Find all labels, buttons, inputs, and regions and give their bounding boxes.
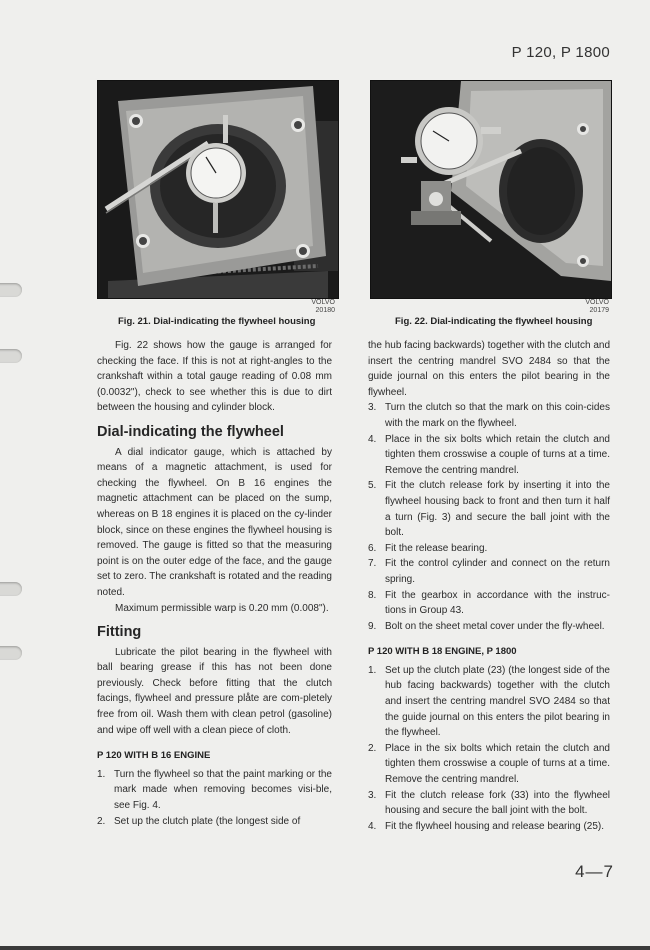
list-item: 3. Fit the clutch release fork (33) into the flywheel housing and secure the ball joint with the bolt.: [368, 789, 610, 817]
list-item: 4. Fit the flywheel housing and release bearing (25).: [368, 820, 605, 832]
list-item: 7. Fit the control cylinder and connect on the return spring.: [368, 558, 610, 585]
binder-hole: [0, 582, 22, 596]
binder-hole: [0, 283, 22, 297]
list-item: 4. Place in the six bolts which retain the clutch and tighten them crosswise a couple of turns at a time. Remove the centring mandrel.: [368, 433, 610, 476]
subheading-b18: P 120 WITH B 18 ENGINE, P 1800: [368, 646, 517, 658]
section-heading-dial-indicating: Dial-indicating the flywheel: [97, 423, 284, 440]
scan-edge: [0, 946, 650, 950]
list-item: 3. Turn the clutch so that the mark on this coin-cides with the mark on the flywheel.: [368, 402, 610, 429]
paragraph: Lubricate the pilot bearing in the flywheel with ball bearing grease if this has not been done previously. Check before fitting that the clutch facings, flywheel and pressure plåte are com-pletely free from oil. Wash them with clean petrol (gasoline) and wipe off well with a clean piece of cloth.: [97, 646, 332, 736]
section-heading-fitting: Fitting: [97, 624, 142, 641]
paragraph: Fig. 22 shows how the gauge is arranged for checking the face. If this is not at right-angles to the crankshaft within a total gauge reading of 0.08 mm (0.0032"), check to see whether this is due to dirt between the housing and cylinder block.: [97, 340, 332, 414]
figure-22-photo: [370, 80, 612, 299]
list-item: 2. Place in the six bolts which retain the clutch and tighten them crosswise a couple of turns at a time. Remove the centring mandrel.: [368, 742, 610, 786]
list-item: 9. Bolt on the sheet metal cover under the fly-wheel.: [368, 620, 605, 632]
figure-22-caption: Fig. 22. Dial-indicating the flywheel housing: [395, 316, 593, 327]
binder-hole: [0, 349, 22, 363]
page-number: 4—7: [575, 862, 614, 881]
list-item: 6. Fit the release bearing.: [368, 542, 488, 554]
paragraph: A dial indicator gauge, which is attached by means of a magnetic attachment, is used for checking the flywheel. On B 16 engines the magnetic attachment can be placed on the sump, whereas on B 18 engines it is placed on the cy-linder block, since on these engines the flywheel housing is removed. The gauge is fitted so that the measuring point is on the outer edge of the face, and the gauge set to zero. The crankshaft is rotated and the reading noted.: [97, 446, 332, 598]
right-column: [368, 338, 610, 834]
model-header: P 120, P 1800: [511, 44, 610, 61]
left-column: [97, 338, 332, 829]
figure-21-code: VOLVO 20180: [311, 299, 335, 314]
steps-list-b16: [97, 767, 332, 829]
binder-hole: [0, 646, 22, 660]
steps-list-b16-cont: [368, 400, 610, 634]
list-item: 8. Fit the gearbox in accordance with the instruc-tions in Group 43.: [368, 589, 610, 617]
list-item: 2. Set up the clutch plate (the longest side of: [97, 815, 301, 827]
figure-22-code: VOLVO 20179: [585, 299, 609, 314]
paragraph: Maximum permissible warp is 0.20 mm (0.008").: [115, 602, 329, 614]
paragraph: the hub facing backwards) together with the clutch and insert the centring mandrel SVO 2484 so that the guide journal on this enters the pilot bearing in the flywheel.: [368, 340, 610, 398]
list-item: 5. Fit the clutch release fork by inserting it into the flywheel housing back to front and then turn it half a turn (Fig. 3) and secure the ball joint with the bolt.: [368, 480, 610, 539]
figure-21-caption: Fig. 21. Dial-indicating the flywheel housing: [118, 316, 316, 327]
list-item: 1. Set up the clutch plate (23) (the longest side of the hub facing backwards) together with the clutch and insert the centring mandrel SVO 2484 so that the guide journal on this enters the pilot bearing in the flywheel.: [368, 664, 610, 739]
figure-21-photo: [97, 80, 339, 299]
steps-list-b18: [368, 663, 610, 835]
subheading-b16: P 120 WITH B 16 ENGINE: [97, 750, 211, 762]
list-item: 1. Turn the flywheel so that the paint marking or the mark made when removing becomes visi-ble, see Fig. 4.: [97, 768, 332, 812]
